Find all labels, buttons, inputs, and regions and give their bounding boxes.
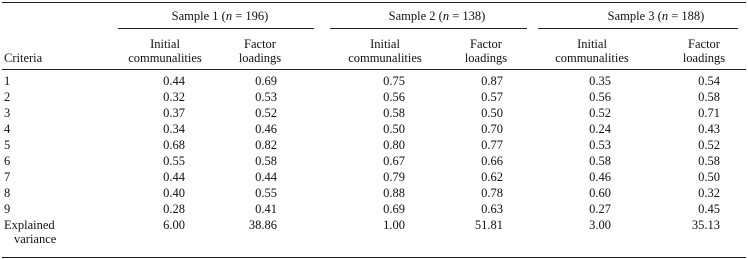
sample-label: Sample 1 (: [171, 9, 226, 23]
sample-group-rule: [330, 28, 527, 29]
factor-loadings-header: loadings: [682, 51, 726, 65]
explained-variance-label: Explained: [4, 218, 55, 232]
header-rule: [2, 69, 746, 70]
criterion-cell: 8: [4, 186, 11, 200]
initial-communality-cell: 0.80: [383, 138, 405, 152]
initial-communalities-header: communalities: [555, 51, 629, 65]
factor-loading-cell: 0.62: [481, 170, 503, 184]
initial-communality-cell: 0.37: [163, 106, 185, 120]
initial-communality-cell: 0.46: [589, 170, 611, 184]
factor-loading-cell: 0.50: [481, 106, 503, 120]
sample-header-3: [566, 10, 746, 23]
initial-communality-cell: 0.40: [163, 186, 185, 200]
initial-communalities-header: Initial: [577, 37, 607, 51]
bottom-rule: [2, 257, 746, 258]
factor-loading-cell: 0.55: [255, 186, 277, 200]
criterion-cell: 3: [4, 106, 11, 120]
initial-communalities-header: Initial: [370, 37, 400, 51]
factor-loadings-header: loadings: [238, 51, 282, 65]
factor-loading-cell: 0.66: [481, 154, 503, 168]
initial-communality-cell: 0.27: [589, 202, 611, 216]
initial-communality-cell: 0.68: [163, 138, 185, 152]
factor-loadings-header: loadings: [464, 51, 508, 65]
factor-loading-cell: 0.41: [255, 202, 277, 216]
initial-communality-cell: 0.28: [163, 202, 185, 216]
sample-label: Sample 2 (: [388, 9, 443, 23]
factor-loading-cell: 0.87: [481, 74, 503, 88]
criterion-cell: 4: [4, 122, 11, 136]
explained-variance-cell: 51.81: [474, 218, 503, 232]
factor-loadings-header: Factor: [688, 37, 720, 51]
explained-variance-cell: 1.00: [383, 218, 405, 232]
factor-loading-cell: 0.53: [255, 90, 277, 104]
n-symbol: n: [442, 9, 450, 23]
initial-communality-cell: 0.24: [589, 122, 611, 136]
factor-loading-cell: 0.63: [481, 202, 503, 216]
initial-communality-cell: 0.56: [383, 90, 405, 104]
initial-communality-cell: 0.69: [383, 202, 405, 216]
explained-variance-label: variance: [14, 232, 57, 246]
factor-loading-cell: 0.77: [481, 138, 503, 152]
factor-loading-cell: 0.57: [481, 90, 503, 104]
initial-communality-cell: 0.88: [383, 186, 405, 200]
initial-communality-cell: 0.52: [589, 106, 611, 120]
criterion-cell: 2: [4, 90, 11, 104]
criteria-header: Criteria: [4, 51, 43, 65]
initial-communality-cell: 0.60: [589, 186, 611, 200]
factor-loading-cell: 0.43: [698, 122, 720, 136]
n-value: = 196): [232, 9, 269, 23]
factor-loading-cell: 0.58: [255, 154, 277, 168]
n-value: = 188): [668, 9, 705, 23]
initial-communality-cell: 0.53: [589, 138, 611, 152]
explained-variance-cell: 38.86: [248, 218, 277, 232]
factor-loading-cell: 0.44: [255, 170, 277, 184]
factor-loading-cell: 0.71: [698, 106, 720, 120]
sample-group-rule: [118, 28, 314, 29]
initial-communality-cell: 0.44: [163, 170, 185, 184]
criterion-cell: 7: [4, 170, 11, 184]
criterion-cell: 5: [4, 138, 11, 152]
initial-communality-cell: 0.44: [163, 74, 185, 88]
n-symbol: n: [661, 9, 669, 23]
initial-communalities-header: communalities: [348, 51, 422, 65]
n-symbol: n: [225, 9, 233, 23]
sample-label: Sample 3 (: [607, 9, 662, 23]
initial-communality-cell: 0.67: [383, 154, 405, 168]
factor-loading-cell: 0.69: [255, 74, 277, 88]
factor-loading-cell: 0.52: [255, 106, 277, 120]
factor-loading-cell: 0.58: [698, 154, 720, 168]
factor-loading-cell: 0.78: [481, 186, 503, 200]
initial-communality-cell: 0.58: [383, 106, 405, 120]
factor-loading-cell: 0.70: [481, 122, 503, 136]
factor-loading-cell: 0.54: [698, 74, 720, 88]
n-value: = 138): [449, 9, 486, 23]
criterion-cell: 9: [4, 202, 11, 216]
sample-header-2: [347, 10, 527, 23]
initial-communality-cell: 0.56: [589, 90, 611, 104]
factor-loading-cell: 0.52: [698, 138, 720, 152]
factor-loading-cell: 0.50: [698, 170, 720, 184]
top-rule: [2, 2, 746, 3]
initial-communality-cell: 0.34: [163, 122, 185, 136]
explained-variance-cell: 35.13: [691, 218, 720, 232]
initial-communality-cell: 0.50: [383, 122, 405, 136]
initial-communality-cell: 0.58: [589, 154, 611, 168]
initial-communalities-header: communalities: [128, 51, 202, 65]
explained-variance-cell: 3.00: [589, 218, 611, 232]
initial-communality-cell: 0.35: [589, 74, 611, 88]
criterion-cell: 1: [4, 74, 11, 88]
factor-loading-cell: 0.58: [698, 90, 720, 104]
criterion-cell: 6: [4, 154, 11, 168]
factor-loading-cell: 0.32: [698, 186, 720, 200]
initial-communality-cell: 0.32: [163, 90, 185, 104]
factor-loading-cell: 0.46: [255, 122, 277, 136]
factor-loadings-header: Factor: [244, 37, 276, 51]
initial-communality-cell: 0.75: [383, 74, 405, 88]
initial-communality-cell: 0.79: [383, 170, 405, 184]
sample-header-1: [130, 10, 310, 23]
factor-loading-cell: 0.82: [255, 138, 277, 152]
factor-loading-cell: 0.45: [698, 202, 720, 216]
sample-group-rule: [538, 28, 738, 29]
initial-communalities-header: Initial: [150, 37, 180, 51]
factor-loadings-header: Factor: [470, 37, 502, 51]
explained-variance-cell: 6.00: [163, 218, 185, 232]
initial-communality-cell: 0.55: [163, 154, 185, 168]
